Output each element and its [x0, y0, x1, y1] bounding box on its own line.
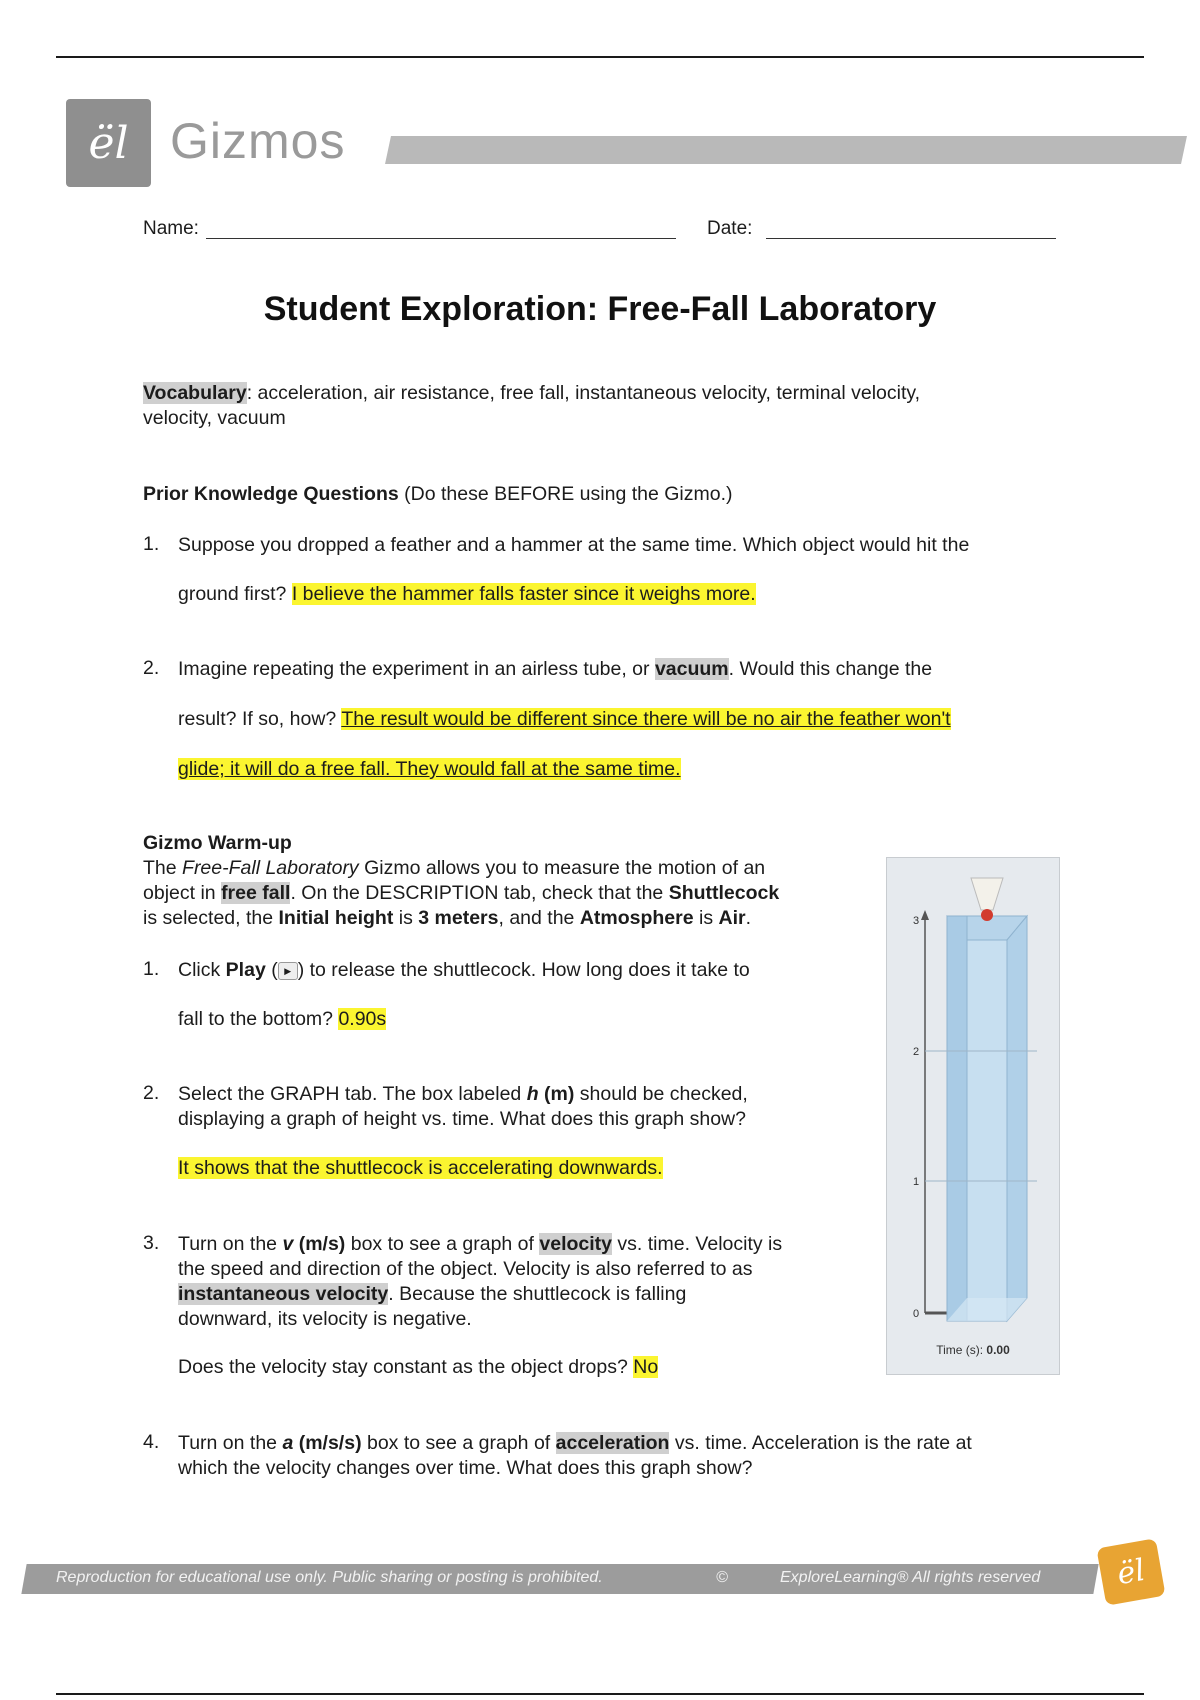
prior-q1-text: Suppose you dropped a feather and a hammer at the same time. Which object would hit the	[178, 534, 970, 556]
warmup-q2-text: Select the GRAPH tab. The box labeled h (m) should be checked, displaying a graph of height vs. time. What does this graph show?	[178, 1083, 748, 1130]
top-rule	[56, 56, 1144, 58]
prior-knowledge-heading: Prior Knowledge Questions (Do these BEFORE using the Gizmo.)	[143, 483, 733, 505]
warmup-q1-text: Click Play ( ▶ ) to release the shuttlecock. How long does it take to	[178, 959, 750, 981]
warmup-q4-text: Turn on the a (m/s/s) box to see a graph of acceleration vs. time. Acceleration is the rate at which the velocity changes over time. What does this graph show?	[178, 1432, 972, 1479]
date-label: Date:	[707, 218, 753, 239]
name-label: Name:	[143, 218, 199, 239]
warmup-q1-answer[interactable]: 0.90s	[338, 1008, 387, 1030]
warmup-q2-number: 2.	[143, 1082, 160, 1104]
warmup-heading: Gizmo Warm-up	[143, 832, 292, 854]
warmup-q3-answer[interactable]: No	[633, 1356, 659, 1378]
prior-q1-answer[interactable]: I believe the hammer falls faster since it weighs more.	[291, 583, 756, 605]
bottom-rule	[56, 1693, 1144, 1695]
brand-name: Gizmos	[170, 113, 346, 169]
prior-q2-answer-line2: glide; it will do a free fall. They would fall at the same time.	[178, 758, 681, 780]
prior-q2-answer[interactable]: The result would be different since there will be no air the feather won't	[341, 708, 951, 730]
tick-label: 1	[913, 1176, 920, 1188]
header-bar	[385, 136, 1187, 164]
prior-q1-line2: ground first? I believe the hammer falls faster since it weighs more.	[178, 583, 756, 605]
drop-tube-illustration	[887, 858, 1059, 1374]
play-icon: ▶	[278, 962, 298, 980]
tick-label: 2	[913, 1046, 920, 1058]
footer-rights: ExploreLearning® All rights reserved	[780, 1569, 1041, 1586]
warmup-q3-number: 3.	[143, 1232, 160, 1254]
name-field[interactable]	[206, 238, 676, 239]
explorelearning-logo-icon: ël	[1096, 1538, 1165, 1606]
prior-q2-line2: result? If so, how? The result would be different since there will be no air the feather won't	[178, 708, 951, 730]
warmup-q1-line2: fall to the bottom? 0.90s	[178, 1008, 387, 1030]
warmup-q3-question: Does the velocity stay constant as the object drops? No	[178, 1356, 659, 1378]
warmup-q2-answer-line	[178, 1156, 878, 1181]
prior-q2-number: 2.	[143, 657, 160, 679]
page-title: Student Exploration: Free-Fall Laboratory	[263, 290, 937, 328]
footer-copyright-icon: ©	[716, 1569, 728, 1586]
vocabulary-label: Vocabulary	[143, 382, 247, 404]
warmup-q4-number: 4.	[143, 1431, 160, 1453]
tick-label: 3	[913, 915, 920, 927]
prior-q1-number: 1.	[143, 533, 160, 555]
time-readout: Time (s): 0.00	[936, 1343, 1010, 1357]
footer-disclaimer: Reproduction for educational use only. Public sharing or posting is prohibited.	[56, 1569, 603, 1586]
warmup-q3-text: Turn on the v (m/s) box to see a graph of velocity vs. time. Velocity is the speed and direction of the object. Velocity is also referred to as instantaneous velocity. Because the shuttlecock is falling downward, its velocity is negative.	[178, 1233, 783, 1330]
prior-q2-text: Imagine repeating the experiment in an airless tube, or vacuum. Would this change the	[178, 658, 933, 680]
warmup-q1-number: 1.	[143, 958, 160, 980]
tick-label: 0	[913, 1308, 920, 1320]
vocabulary: Vocabulary: acceleration, air resistance, free fall, instantaneous velocity, terminal velocity, velocity, vacuum	[143, 382, 921, 429]
gizmos-logo-icon: ël	[66, 99, 151, 187]
warmup-q2-answer[interactable]: It shows that the shuttlecock is accelerating downwards.	[178, 1157, 663, 1179]
gizmo-screenshot	[886, 857, 1060, 1375]
date-field[interactable]	[766, 238, 1056, 239]
warmup-intro: Gizmo Warm-up The Free-Fall Laboratory Gizmo allows you to measure the motion of an object in free fall. On the DESCRIPTION tab, check that the Shuttlecock is selected, the Initial height is 3 meters, and the Atmosphere is Air.	[143, 832, 780, 929]
